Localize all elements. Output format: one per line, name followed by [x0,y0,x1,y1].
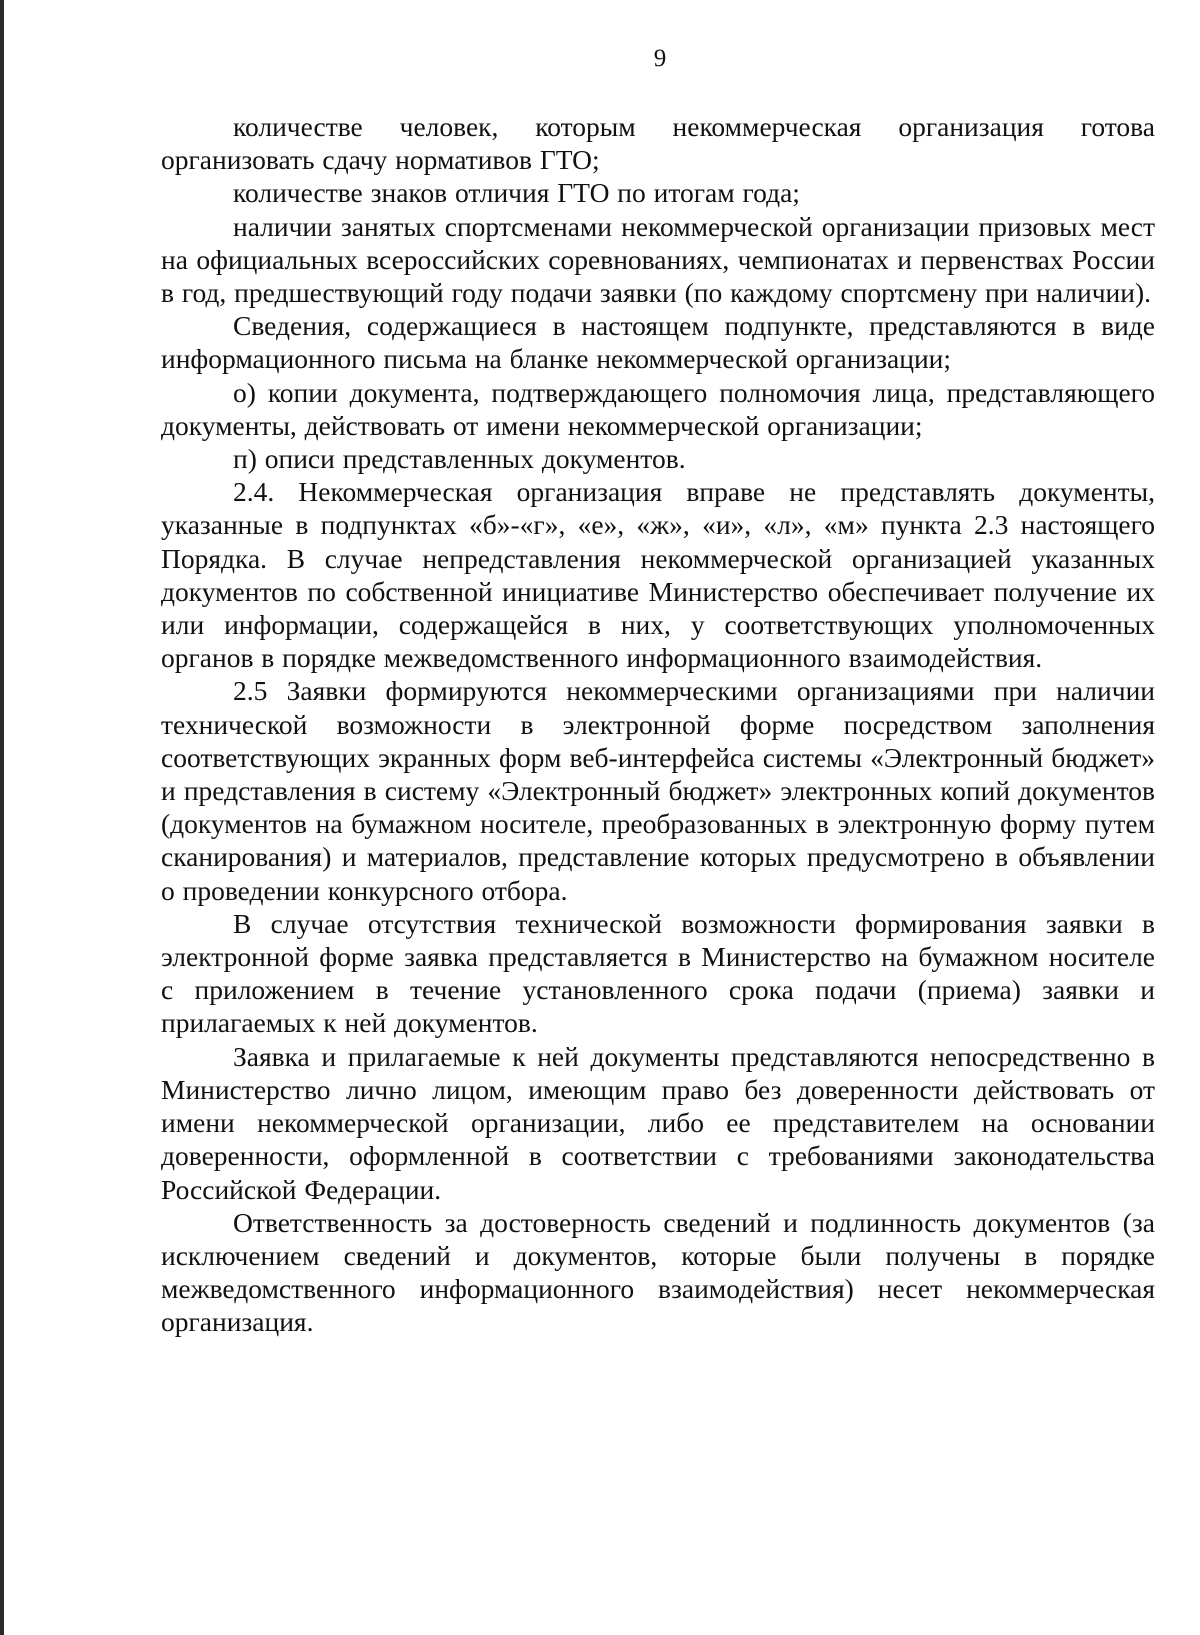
paragraph-section-2-4: 2.4. Некоммерческая организация вправе не представлять документы, указанные в подпунктах «б»-«г», «е», «ж», «и», «л», «м» пункта 2.3 настоящего Порядка. В случае непредставления некоммерческой организацией указанных документов по собственной инициативе Министерство обеспечивает получение их или информации, содержащейся в них, у соответствующих уполномоченных органов в порядке межведомственного информационного взаимодействия. [161,476,1155,674]
paragraph-gto-people: количестве человек, которым некоммерческая организация готова организовать сдачу нормативов ГТО; [161,111,1155,176]
paragraph-item-o: о) копии документа, подтверждающего полномочия лица, представляющего документы, действовать от имени некоммерческой организации; [161,376,1155,441]
paragraph-gto-badges: количестве знаков отличия ГТО по итогам года; [233,177,800,209]
paragraph-responsibility: Ответственность за достоверность сведений и подлинность документов (за исключением сведений и документов, которые были получены в порядке межведомственного информационного взаимодействия) несет некоммерческая организация. [161,1206,1155,1338]
paragraph-paper-submission: В случае отсутствия технической возможности формирования заявки в электронной форме заявка представляется в Министерство на бумажном носителе с приложением в течение установленного срока подачи (приема) заявки и прилагаемых к ней документов. [161,907,1155,1039]
paragraph-prize-places: наличии занятых спортсменами некоммерческой организации призовых мест на официальных всероссийских соревнованиях, чемпионатах и первенствах России в год, предшествующий году подачи заявки (по каждому спортсмену при наличии). [161,210,1155,309]
paragraph-info-letter: Сведения, содержащиеся в настоящем подпункте, представляются в виде информационного письма на бланке некоммерческой организации; [161,310,1155,375]
page-number: 9 [653,45,667,72]
paragraph-item-p: п) описи представленных документов. [233,443,686,475]
scan-edge [0,0,4,1635]
paragraph-personal-delivery: Заявка и прилагаемые к ней документы представляются непосредственно в Министерство лично лицом, имеющим право без доверенности действовать от имени некоммерческой организации, либо ее представителем на основании доверенности, оформленной в соответствии с требованиями законодательства Российской Федерации. [161,1040,1155,1205]
paragraph-section-2-5: 2.5 Заявки формируются некоммерческими организациями при наличии технической возможности в электронной форме посредством заполнения соответствующих экранных форм веб-интерфейса системы «Электронный бюджет» и представления в систему «Электронный бюджет» электронных копий документов (документов на бумажном носителе, преобразованных в электронную форму путем сканирования) и материалов, представление которых предусмотрено в объявлении о проведении конкурсного отбора. [161,675,1155,906]
document-body [161,110,1155,1339]
